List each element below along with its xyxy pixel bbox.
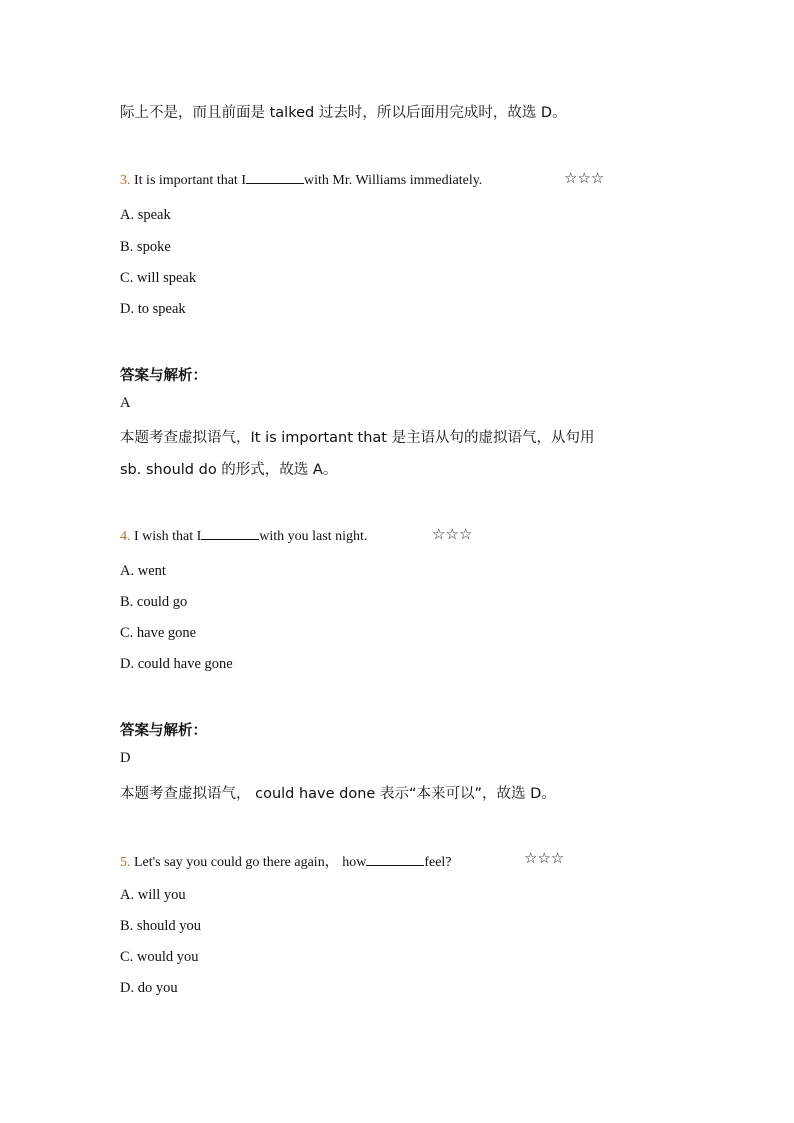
question-5-option-a: A. will you: [120, 887, 186, 903]
question-4-difficulty-stars: ☆☆☆: [432, 525, 473, 543]
question-3-option-b: B. spoke: [120, 239, 171, 255]
question-5-number: 5.: [120, 855, 131, 870]
question-3-explanation-line-2: sb. should do 的形式，故选 A。: [120, 462, 338, 478]
question-3-number: 3.: [120, 173, 131, 188]
question-5-stem: [120, 851, 452, 871]
question-5-difficulty-stars: ☆☆☆: [524, 849, 565, 867]
question-4-option-b: B. could go: [120, 594, 188, 610]
question-5-option-d: D. do you: [120, 980, 178, 996]
question-3-option-c: C. will speak: [120, 270, 197, 286]
question-4-answer-heading: 答案与解析：: [120, 723, 207, 739]
question-4-option-a: A. went: [120, 563, 166, 579]
question-3-stem-before: It is important that I: [130, 173, 246, 188]
question-3-stem: [120, 171, 482, 189]
question-5-option-b: B. should you: [120, 918, 201, 934]
question-5-stem-after: feel?: [424, 855, 452, 870]
question-4-blank: [201, 527, 259, 540]
question-3-option-a: A. speak: [120, 207, 171, 223]
question-5-option-c: C. would you: [120, 949, 199, 965]
question-4-answer: D: [120, 750, 131, 766]
question-5-blank: [366, 853, 424, 866]
question-4-stem: [120, 527, 367, 545]
question-3-answer-heading: 答案与解析：: [120, 368, 207, 384]
question-3-blank: [246, 171, 304, 184]
question-3-explanation-line-1: 本题考查虚拟语气，It is important that 是主语从句的虚拟语气，从句用: [120, 430, 595, 446]
question-3-option-d: D. to speak: [120, 301, 186, 317]
question-3-answer: A: [120, 395, 131, 411]
question-4-number: 4.: [120, 529, 131, 544]
question-4-option-c: C. have gone: [120, 625, 197, 641]
question-4-stem-after: with you last night.: [259, 529, 368, 544]
question-3-stem-after: with Mr. Williams immediately.: [303, 173, 483, 188]
question-4-explanation-line-1: 本题考查虚拟语气， could have done 表示“本来可以”，故选 D。: [120, 786, 556, 802]
question-4-stem-before: I wish that I: [130, 529, 202, 544]
question-4-option-d: D. could have gone: [120, 656, 233, 672]
question-3-difficulty-stars: ☆☆☆: [564, 169, 605, 187]
question-5-stem-before: Let's say you could go there again， how: [130, 855, 367, 870]
intro-explanation-line: 际上不是，而且前面是 talked 过去时，所以后面用完成时，故选 D。: [120, 105, 567, 121]
